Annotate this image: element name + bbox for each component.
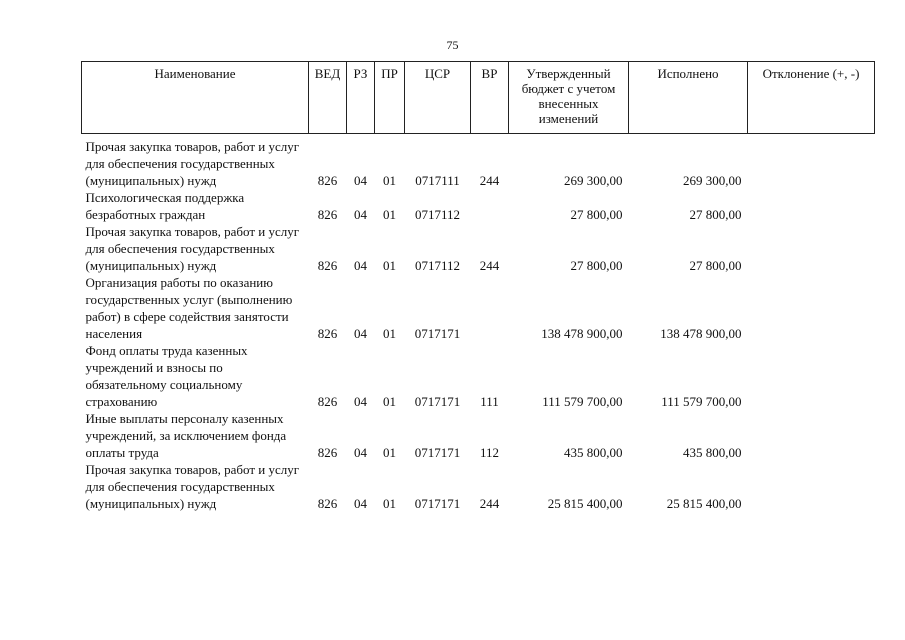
cell-approved: 27 800,00 (570, 258, 623, 273)
table-row (82, 274, 875, 342)
header-approved: Утвержденный бюджет с учетом внесенных изменений (509, 62, 629, 134)
cell-rz: 04 (354, 394, 367, 409)
cell-ved: 826 (317, 496, 338, 511)
cell-pr: 01 (383, 207, 396, 222)
cell-pr: 01 (383, 394, 396, 409)
cell-pr: 01 (383, 258, 396, 273)
cell-deviation (748, 410, 875, 461)
cell-name: Психологическая поддержка безработных граждан (85, 190, 245, 222)
cell-vr (471, 274, 509, 342)
table-row (82, 342, 875, 410)
cell-pr: 01 (383, 445, 396, 460)
cell-ved: 826 (317, 326, 338, 341)
cell-ved: 826 (317, 173, 338, 188)
cell-name: Прочая закупка товаров, работ и услуг для обеспечения государственных (муниципальных) нужд (85, 139, 300, 188)
cell-pr: 01 (383, 326, 396, 341)
cell-name: Прочая закупка товаров, работ и услуг для обеспечения государственных (муниципальных) нужд (85, 224, 300, 273)
cell-csr: 0717112 (414, 207, 461, 222)
cell-ved: 826 (317, 258, 338, 273)
cell-deviation (748, 223, 875, 274)
cell-csr: 0717171 (414, 445, 461, 460)
cell-executed: 27 800,00 (689, 258, 742, 273)
cell-rz: 04 (354, 258, 367, 273)
cell-csr: 0717112 (414, 258, 461, 273)
cell-name: Организация работы по оказанию государственных услуг (выполнению работ) в сфере содействия занятости населения (85, 275, 293, 341)
table-body (82, 134, 875, 513)
cell-vr: 244 (479, 496, 500, 511)
cell-csr: 0717171 (414, 496, 461, 511)
cell-csr: 0717171 (414, 394, 461, 409)
cell-executed: 435 800,00 (683, 445, 742, 460)
cell-rz: 04 (354, 173, 367, 188)
table-row (82, 189, 875, 223)
cell-rz: 04 (354, 207, 367, 222)
header-csr: ЦСР (405, 62, 471, 134)
cell-vr: 244 (479, 258, 500, 273)
cell-approved: 111 579 700,00 (542, 394, 623, 409)
cell-name: Прочая закупка товаров, работ и услуг для обеспечения государственных (муниципальных) нужд (85, 462, 300, 511)
cell-rz: 04 (354, 326, 367, 341)
cell-ved: 826 (317, 207, 338, 222)
cell-vr: 244 (479, 173, 500, 188)
cell-executed: 269 300,00 (683, 173, 742, 188)
cell-pr: 01 (383, 496, 396, 511)
budget-table (81, 61, 875, 512)
cell-csr: 0717171 (414, 326, 461, 341)
cell-approved: 269 300,00 (564, 173, 623, 188)
table-header (82, 62, 875, 134)
cell-approved: 25 815 400,00 (547, 496, 623, 511)
table-row (82, 461, 875, 512)
cell-deviation (748, 134, 875, 190)
cell-name: Фонд оплаты труда казенных учреждений и взносы по обязательному социальному страхованию (85, 343, 248, 409)
page-number: 75 (446, 38, 459, 52)
cell-vr: 112 (479, 445, 500, 460)
header-rz: РЗ (347, 62, 375, 134)
cell-ved: 826 (317, 394, 338, 409)
table-row (82, 223, 875, 274)
table-row (82, 134, 875, 190)
header-deviation: Отклонение (+, -) (748, 62, 875, 134)
cell-vr (471, 189, 509, 223)
cell-deviation (748, 189, 875, 223)
cell-rz: 04 (354, 445, 367, 460)
header-pr: ПР (375, 62, 405, 134)
cell-executed: 25 815 400,00 (666, 496, 742, 511)
cell-executed: 138 478 900,00 (660, 326, 742, 341)
cell-vr: 111 (480, 394, 499, 409)
cell-name: Иные выплаты персоналу казенных учреждений, за исключением фонда оплаты труда (85, 411, 287, 460)
cell-approved: 138 478 900,00 (541, 326, 623, 341)
cell-executed: 111 579 700,00 (661, 394, 742, 409)
cell-approved: 27 800,00 (570, 207, 623, 222)
header-vr: ВР (471, 62, 509, 134)
cell-csr: 0717111 (415, 173, 460, 188)
cell-deviation (748, 274, 875, 342)
cell-rz: 04 (354, 496, 367, 511)
header-executed: Исполнено (629, 62, 748, 134)
header-name: Наименование (82, 62, 309, 134)
cell-pr: 01 (383, 173, 396, 188)
cell-executed: 27 800,00 (689, 207, 742, 222)
cell-deviation (748, 342, 875, 410)
cell-approved: 435 800,00 (564, 445, 623, 460)
header-ved: ВЕД (309, 62, 347, 134)
cell-ved: 826 (317, 445, 338, 460)
cell-deviation (748, 461, 875, 512)
table-row (82, 410, 875, 461)
